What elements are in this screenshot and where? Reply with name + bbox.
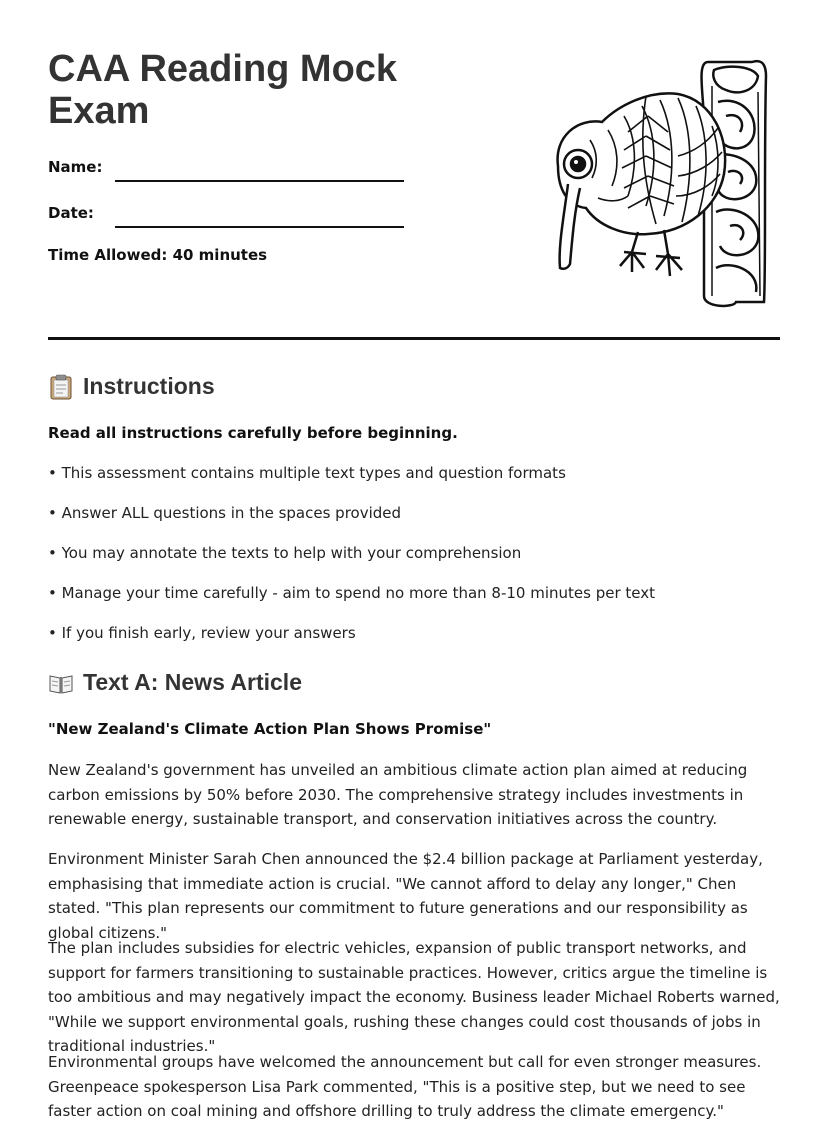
open-book-icon — [48, 670, 74, 696]
title-line-2: Exam — [48, 90, 150, 132]
instruction-item: • You may annotate the texts to help with your comprehension — [48, 544, 522, 562]
article-paragraph: The plan includes subsidies for electric vehicles, expansion of public transport networks, and support for farmers transitioning to sustainable practices. However, critics argue the timeline is too ambitious and may negatively impact the economy. Business leader Michael Roberts warned, "While we support environmental goals, rushing these changes could cost thousands of jobs in traditional industries." — [48, 939, 780, 1055]
name-label: Name: — [48, 158, 103, 176]
instruction-item: • If you finish early, review your answers — [48, 624, 356, 642]
article-headline: "New Zealand's Climate Action Plan Shows Promise" — [48, 720, 492, 738]
time-allowed: Time Allowed: 40 minutes — [48, 246, 268, 264]
exam-header — [48, 48, 468, 264]
article-paragraph: Environmental groups have welcomed the announcement but call for even stronger measures. Greenpeace spokesperson Lisa Park commented, "This is a positive step, but we need to see faster action on coal mining and offshore drilling to truly address the climate emergency." — [48, 1053, 762, 1120]
title-line-1: CAA Reading Mock — [48, 48, 398, 90]
text-a-heading-text: Text A: News Article — [83, 669, 302, 695]
header-divider — [48, 337, 780, 340]
instructions-lead: Read all instructions carefully before beginning. — [48, 424, 458, 442]
kiwi-bird-illustration — [528, 56, 772, 310]
instruction-item: • Manage your time carefully - aim to spend no more than 8-10 minutes per text — [48, 584, 656, 602]
clipboard-icon — [48, 374, 74, 400]
instruction-item: • Answer ALL questions in the spaces provided — [48, 504, 402, 522]
instruction-item: • This assessment contains multiple text types and question formats — [48, 464, 566, 482]
article-paragraph: Environment Minister Sarah Chen announced the $2.4 billion package at Parliament yesterday, emphasising that immediate action is crucial. "We cannot afford to delay any longer," Chen stated. "This plan represents our commitment to future generations and our responsibility as global citizens." — [48, 850, 763, 942]
instructions-heading — [48, 373, 215, 400]
instructions-heading-text: Instructions — [83, 373, 215, 399]
article-paragraph: New Zealand's government has unveiled an ambitious climate action plan aimed at reducing carbon emissions by 50% before 2030. The comprehensive strategy includes investments in renewable energy, sustainable transport, and conservation initiatives across the country. — [48, 761, 748, 828]
text-a-heading — [48, 669, 302, 696]
name-field-line[interactable] — [115, 180, 404, 182]
page-title — [48, 48, 468, 132]
date-field-line[interactable] — [115, 226, 404, 228]
date-label: Date: — [48, 204, 94, 222]
